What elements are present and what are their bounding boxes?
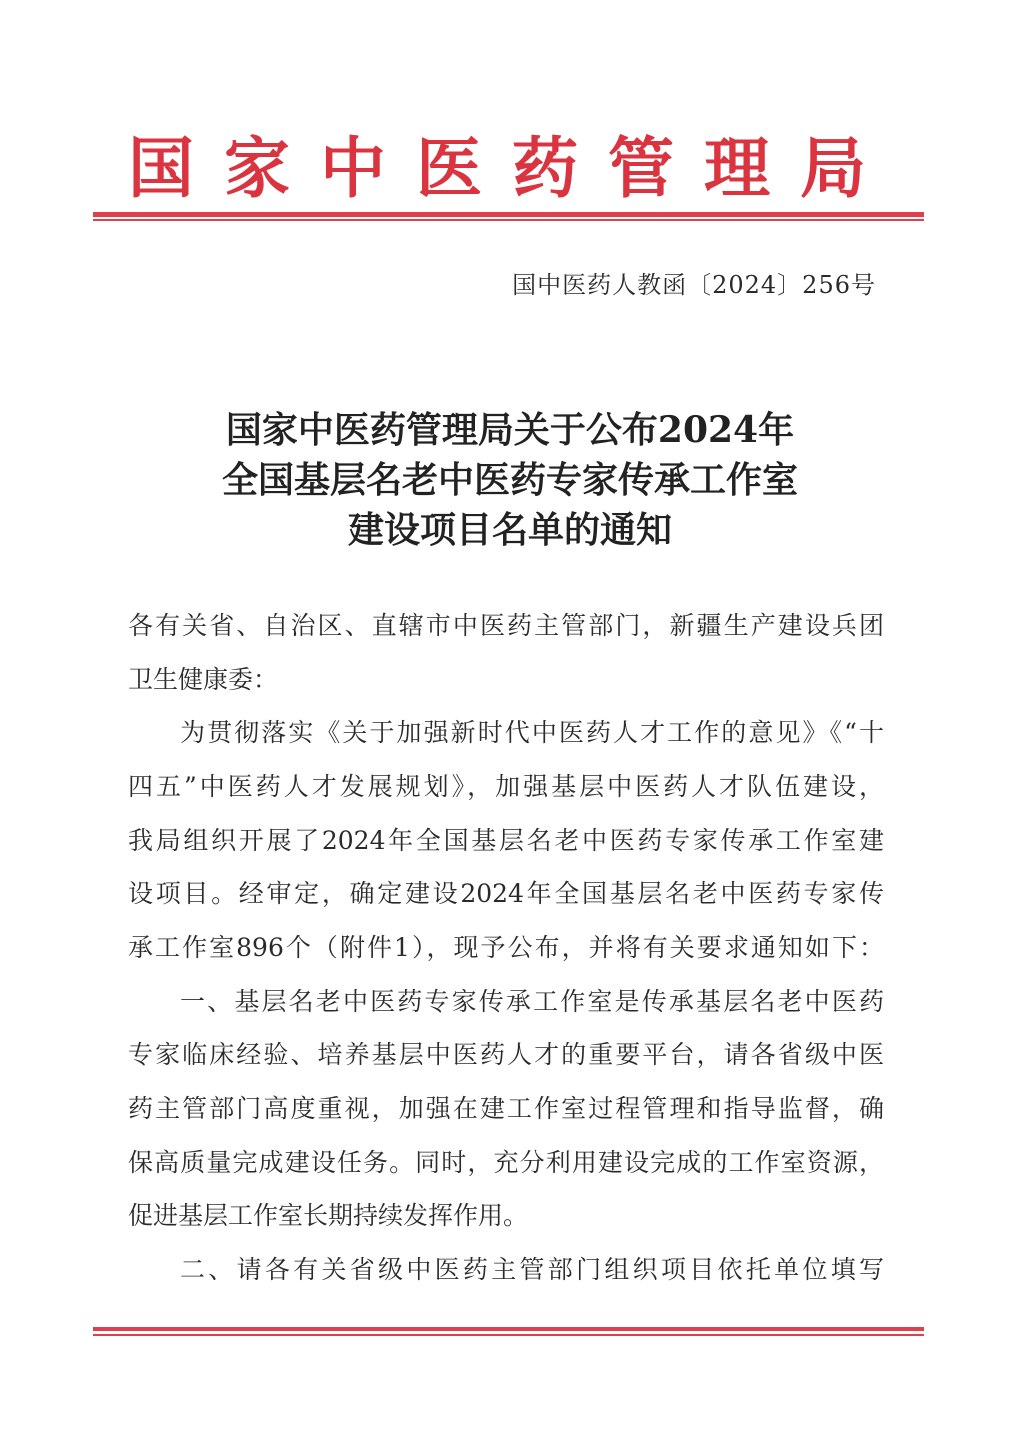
body-paragraph-line: 药主管部门高度重视，加强在建工作室过程管理和指导监督，确 bbox=[128, 1094, 884, 1123]
body-paragraph-line: 保高质量完成建设任务。同时，充分利用建设完成的工作室资源， bbox=[128, 1148, 884, 1177]
addressee-line-1: 各有关省、自治区、直辖市中医药主管部门，新疆生产建设兵团 bbox=[128, 611, 884, 640]
body-paragraph-line: 二、请各有关省级中医药主管部门组织项目依托单位填写 bbox=[180, 1255, 884, 1284]
addressee-line-2: 卫生健康委： bbox=[128, 665, 279, 694]
document-title-line-2: 全国基层名老中医药专家传承工作室 bbox=[221, 459, 798, 501]
footer-red-rule-thin bbox=[93, 1334, 924, 1336]
body-paragraph-line: 为贯彻落实《关于加强新时代中医药人才工作的意见》《“十 bbox=[180, 718, 884, 747]
document-title-line-3: 建设项目名单的通知 bbox=[347, 509, 672, 551]
body-paragraph-line: 承工作室896个（附件1），现予公布，并将有关要求通知如下： bbox=[128, 933, 884, 962]
document-number: 国中医药人教函〔2024〕256号 bbox=[512, 271, 876, 299]
header-red-rule-thick bbox=[93, 212, 924, 217]
footer-red-rule-thick bbox=[93, 1327, 924, 1331]
body-paragraph-line: 专家临床经验、培养基层中医药人才的重要平台，请各省级中医 bbox=[128, 1040, 884, 1069]
body-paragraph-line: 设项目。经审定，确定建设2024年全国基层名老中医药专家传 bbox=[128, 879, 884, 908]
issuing-authority-header: 国家中医药管理局 bbox=[128, 129, 896, 207]
document-title-line-1: 国家中医药管理局关于公布2024年 bbox=[225, 409, 795, 451]
body-paragraph-line: 我局组织开展了2024年全国基层名老中医药专家传承工作室建 bbox=[128, 826, 884, 855]
body-paragraph-line: 一、基层名老中医药专家传承工作室是传承基层名老中医药 bbox=[180, 987, 884, 1016]
body-paragraph-line: 促进基层工作室长期持续发挥作用。 bbox=[128, 1201, 529, 1230]
body-paragraph-line: 四五”中医药人才发展规划》，加强基层中医药人才队伍建设， bbox=[128, 772, 884, 801]
header-red-rule-thin bbox=[93, 219, 924, 221]
